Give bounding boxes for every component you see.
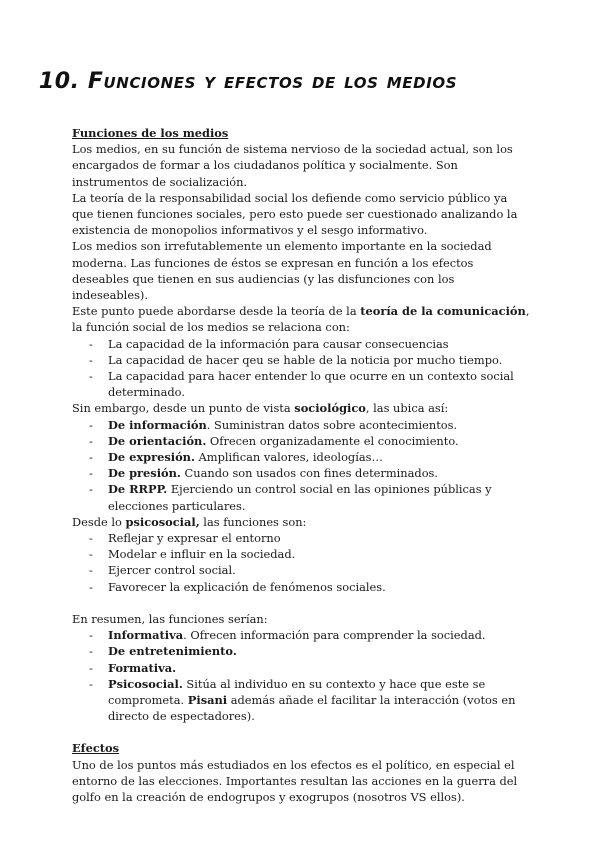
list-item <box>72 449 530 465</box>
spacer <box>72 724 530 740</box>
bold-text: sociológico <box>294 401 366 416</box>
list-item <box>72 417 530 433</box>
bold-text: psicosocial, <box>125 514 200 529</box>
bold-text: De orientación. <box>108 433 207 448</box>
bullet-list <box>72 530 530 595</box>
text: Sitúa al individuo en su contexto y hace que este se comprometa. <box>108 676 486 707</box>
list-item <box>72 643 530 659</box>
paragraph <box>72 514 530 530</box>
list-item <box>72 465 530 481</box>
text: Ejerciendo un control social en las opiniones públicas y elecciones particulares. <box>108 482 492 513</box>
paragraph: La teoría de la responsabilidad social los defiende como servicio público ya que tienen funciones sociales, pero esto puede ser cuestionado analizando la existencia de monopolios informativos y el sesgo informativo. <box>72 190 518 238</box>
list-item <box>72 660 530 676</box>
list-item <box>72 676 530 725</box>
list-item: - Reflejar y expresar el entorno <box>72 530 530 546</box>
spacer <box>72 595 530 611</box>
text: , la función social de los medios se relaciona con: <box>72 304 530 335</box>
bold-text: De presión. <box>108 466 181 481</box>
paragraph <box>72 400 530 416</box>
list-item <box>72 481 530 513</box>
list-item <box>72 627 530 643</box>
section-heading-efectos: Efectos <box>72 741 120 756</box>
bold-text: Psicosocial. <box>108 676 183 691</box>
text: Este punto puede abordarse desde la teoría de la <box>72 304 361 319</box>
bold-text: Formativa. <box>108 660 177 675</box>
text: Desde lo <box>72 514 126 529</box>
list-item: - Favorecer la explicación de fenómenos sociales. <box>72 579 530 595</box>
bold-text: De expresión. <box>108 450 195 465</box>
bold-text: teoría de la comunicación <box>360 304 526 319</box>
paragraph: En resumen, las funciones serían: <box>72 611 268 626</box>
bold-text: De RRPP. <box>108 482 168 497</box>
list-item: - La capacidad para hacer entender lo que ocurre en un contexto social determinado. <box>72 368 530 400</box>
text: Amplifican valores, ideologías… <box>194 450 383 465</box>
paragraph: Uno de los puntos más estudiados en los efectos es el político, en especial el entorno de las elecciones. Importantes resultan las acciones en la guerra del golfo en la creación de endogrupos y exogrupos (nosotros VS ellos). <box>72 757 518 804</box>
text: . Suministran datos sobre acontecimientos. <box>206 417 458 432</box>
section-heading-funciones: Funciones de los medios <box>72 126 229 140</box>
list-item: - Modelar e influir en la sociedad. <box>72 546 530 562</box>
bullet-list <box>72 336 530 401</box>
bold-text: De información <box>108 417 207 432</box>
bold-text: Informativa <box>108 628 184 643</box>
paragraph: Los medios son irrefutablemente un elemento importante en la sociedad moderna. Las funciones de éstos se expresan en función a los efectos deseables que tienen en sus audiencias (y las disfunciones con los indeseables). <box>72 239 492 303</box>
paragraph <box>72 303 530 335</box>
bold-text: De entretenimiento. <box>108 644 237 659</box>
text: Ofrecen organizadamente el conocimiento. <box>206 433 459 448</box>
bullet-list <box>72 627 530 724</box>
text: . Ofrecen información para comprender la sociedad. <box>183 628 486 643</box>
bullet-list <box>72 417 530 514</box>
text: , las ubica así: <box>365 401 449 416</box>
paragraph: Los medios, en su función de sistema nervioso de la sociedad actual, son los encargados de formar a los ciudadanos política y socialmente. Son instrumentos de socialización. <box>72 142 513 189</box>
list-item: - Ejercer control social. <box>72 562 530 578</box>
text: las funciones son: <box>199 514 307 529</box>
list-item: - La capacidad de hacer qeu se hable de la noticia por mucho tiempo. <box>72 352 530 368</box>
list-item <box>72 433 530 449</box>
text: Sin embargo, desde un punto de vista <box>72 401 295 416</box>
bold-text: Pisani <box>187 692 228 707</box>
page-title: 10. Funciones y efectos de los medios <box>38 69 458 94</box>
document-body <box>72 125 530 805</box>
text: además añade el facilitar la interacción (votos en directo de espectadores). <box>108 692 516 724</box>
text: Cuando son usados con fines determinados. <box>180 466 439 481</box>
list-item: - La capacidad de la información para causar consecuencias <box>72 336 530 352</box>
